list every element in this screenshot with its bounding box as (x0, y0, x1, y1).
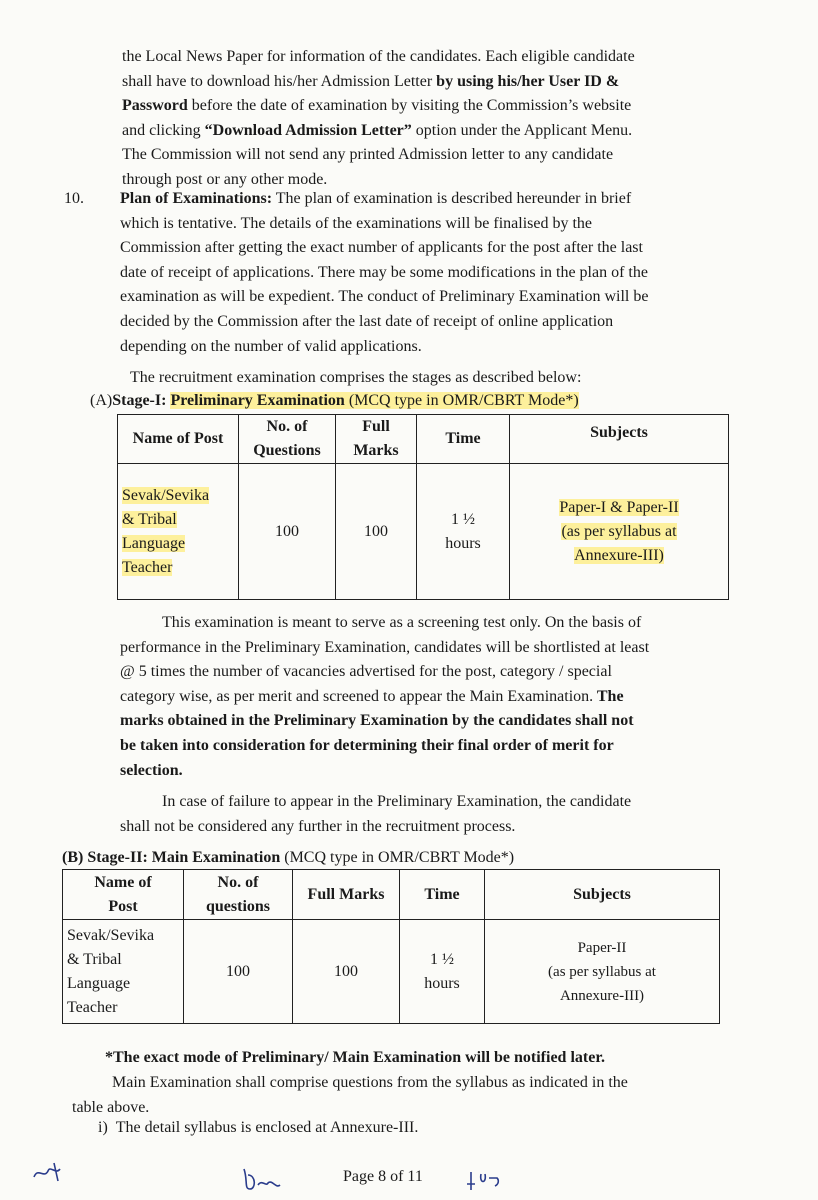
cell-time: 1 ½ hours (417, 464, 510, 600)
cell-post: Sevak/Sevika & Tribal Language Teacher (118, 464, 239, 600)
header-questions: No. of questions (184, 870, 293, 920)
header-subjects: Subjects (510, 415, 729, 464)
stage-b-table (62, 869, 720, 1024)
section-10-line-6: decided by the Commission after the last date of receipt of online application (120, 312, 614, 330)
cell-questions: 100 (184, 920, 293, 1024)
screening-line-4: category wise, as per merit and screened to appear the Main Examination. The (120, 687, 624, 705)
intro-paragraph (122, 45, 733, 193)
cell-marks: 100 (336, 464, 417, 600)
initials-signature-left (30, 1155, 70, 1187)
header-time: Time (417, 415, 510, 464)
main-exam-note (72, 1071, 722, 1120)
screening-bold-line-3: selection. (120, 761, 183, 779)
stages-intro: The recruitment examination comprises the stages as described below: (130, 369, 582, 386)
stage-a-heading: (A)Stage-I: Preliminary Examination (MCQ type in OMR/CBRT Mode*) (90, 392, 579, 409)
initials-signature-middle (238, 1163, 284, 1195)
stage-a-data-row (118, 464, 729, 600)
stage-b-header-row (63, 870, 720, 920)
section-10-paragraph (120, 187, 732, 359)
syllabus-item: i) The detail syllabus is enclosed at Annexure-III. (98, 1119, 419, 1136)
section-10-line-5: examination as will be expedient. The conduct of Preliminary Examination will be (120, 288, 649, 306)
failure-line-2: shall not be considered any further in the recruitment process. (120, 817, 516, 835)
header-name-of-post: Name of Post (63, 870, 184, 920)
cell-questions: 100 (239, 464, 336, 600)
cell-time: 1 ½ hours (400, 920, 485, 1024)
cell-post: Sevak/Sevika & Tribal Language Teacher (63, 920, 184, 1024)
intro-line-6: through post or any other mode. (122, 170, 328, 188)
screening-bold-line-2: be taken into consideration for determining their final order of merit for (120, 736, 614, 754)
intro-line-3: Password before the date of examination by visiting the Commission’s website (122, 97, 632, 115)
cell-subjects: Paper-I & Paper-II (as per syllabus at Annexure-III) (510, 464, 729, 600)
main-exam-line-2: table above. (72, 1098, 150, 1116)
stage-b-heading: (B) Stage-II: Main Examination (MCQ type in OMR/CBRT Mode*) (62, 849, 515, 866)
page-number: Page 8 of 11 (343, 1168, 423, 1185)
header-full-marks: Full Marks (293, 870, 400, 920)
exact-mode-note: *The exact mode of Preliminary/ Main Examination will be notified later. (105, 1049, 605, 1066)
intro-line-1: the Local News Paper for information of the candidates. Each eligible candidate (122, 48, 635, 65)
initials-signature-right (463, 1164, 503, 1194)
section-10-line-7: depending on the number of valid applications. (120, 337, 422, 355)
screening-bold-line-1: marks obtained in the Preliminary Examination by the candidates shall not (120, 712, 634, 730)
header-full-marks: Full Marks (336, 415, 417, 464)
header-subjects: Subjects (485, 870, 720, 920)
stage-a-header-row (118, 415, 729, 464)
screening-line-2: performance in the Preliminary Examination, candidates will be shortlisted at least (120, 638, 650, 656)
screening-paragraph (120, 611, 727, 783)
section-10-line-3: Commission after getting the exact number of applicants for the post after the last (120, 239, 643, 257)
header-questions: No. of Questions (239, 415, 336, 464)
intro-line-5: The Commission will not send any printed Admission letter to any candidate (122, 146, 614, 164)
intro-line-4: and clicking “Download Admission Letter” option under the Applicant Menu. (122, 121, 633, 139)
header-time: Time (400, 870, 485, 920)
header-name-of-post: Name of Post (118, 415, 239, 464)
failure-paragraph (120, 790, 727, 839)
screening-line-1: This examination is meant to serve as a screening test only. On the basis of (162, 614, 642, 631)
intro-line-2: shall have to download his/her Admission Letter by using his/her User ID & (122, 72, 620, 90)
section-number: 10. (64, 190, 84, 207)
section-10-line-1: Plan of Examinations: The plan of examination is described hereunder in brief (120, 190, 632, 207)
cell-subjects: Paper-II (as per syllabus at Annexure-III) (485, 920, 720, 1024)
screening-line-3: @ 5 times the number of vacancies advertised for the post, category / special (120, 663, 612, 681)
main-exam-line-1: Main Examination shall comprise questions from the syllabus as indicated in the (112, 1074, 628, 1091)
cell-marks: 100 (293, 920, 400, 1024)
stage-a-table (117, 414, 729, 600)
failure-line-1: In case of failure to appear in the Preliminary Examination, the candidate (162, 793, 632, 810)
stage-b-data-row (63, 920, 720, 1024)
section-10-line-4: date of receipt of applications. There may be some modifications in the plan of the (120, 263, 648, 281)
section-10-line-2: which is tentative. The details of the examinations will be finalised by the (120, 214, 593, 232)
